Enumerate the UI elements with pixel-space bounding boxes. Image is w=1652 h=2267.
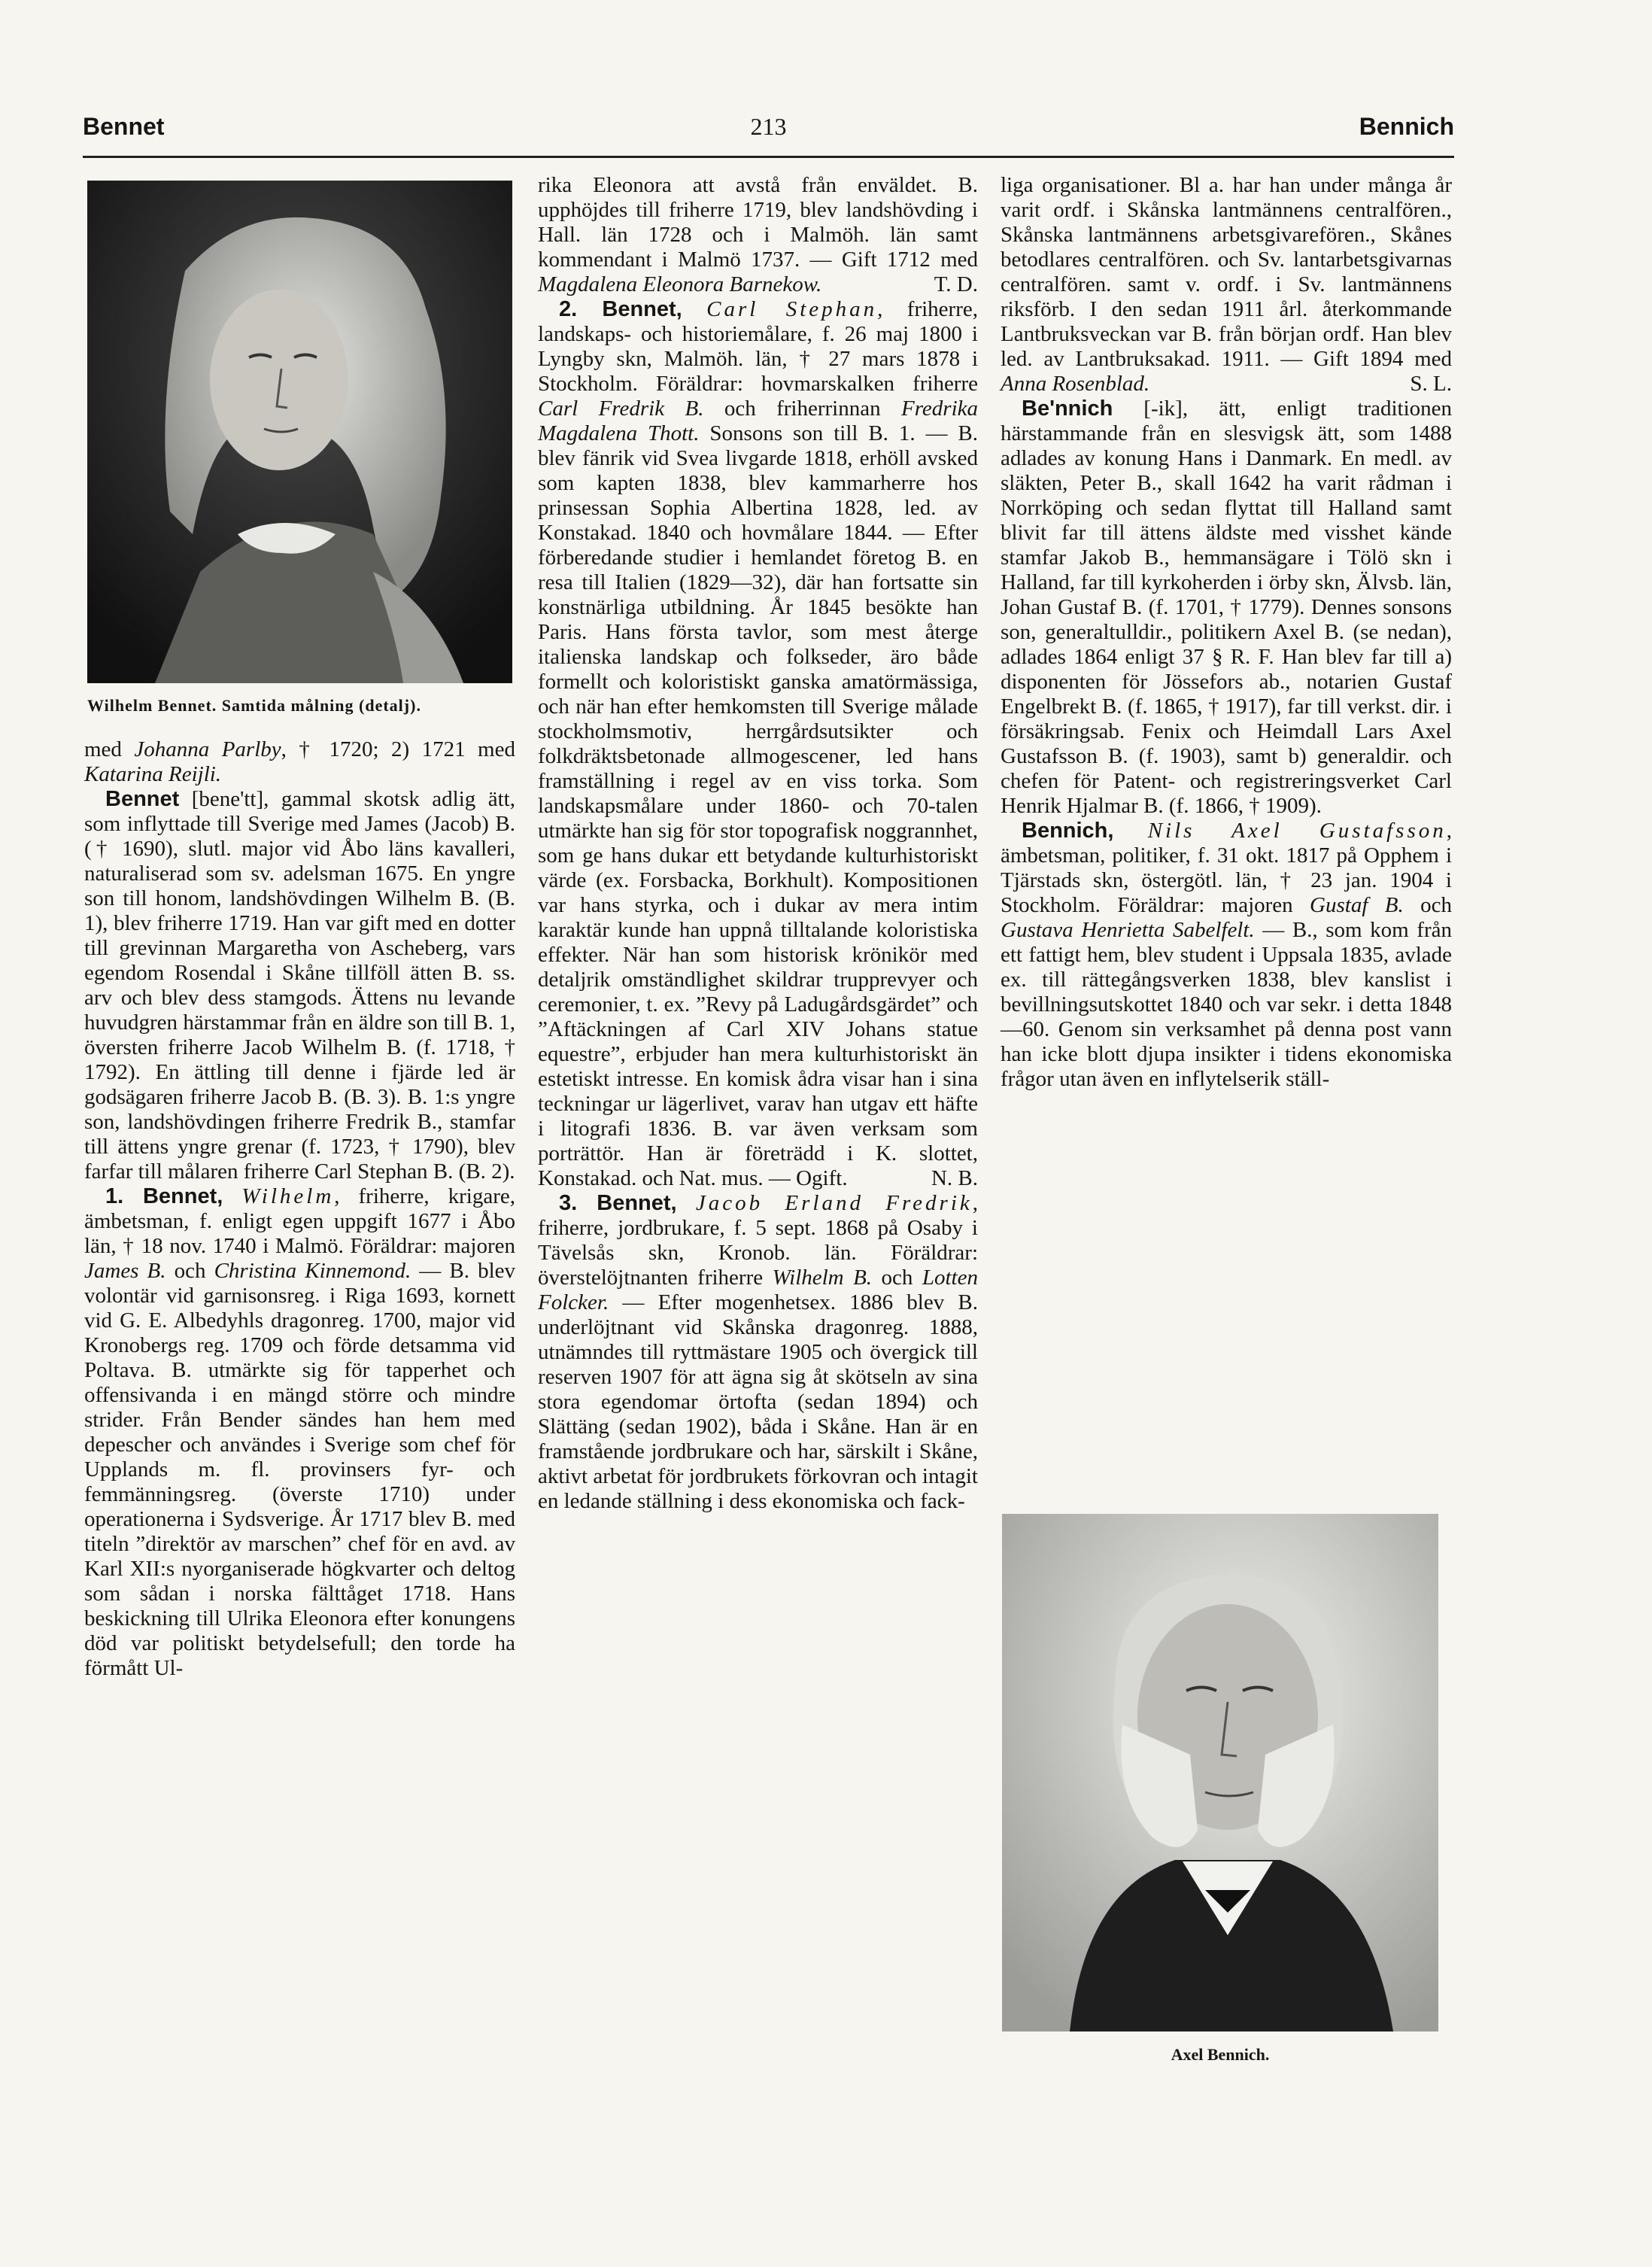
portrait-wilhelm-bennet <box>87 181 512 683</box>
author-initials: T. D. <box>934 272 978 296</box>
portrait1-caption: Wilhelm Bennet. Samtida målning (detalj). <box>87 696 421 715</box>
entry-jacob-bennet: 3. Bennet, Jacob Erland Fredrik, friherre, jordbrukare, f. 5 sept. 1868 på Osaby i Tävelsås skn, Kronob. län. Föräldrar: överstelöjtnanten friherre Wilhelm B. och Lotten Folcker. — Efter mogenhetsex. 1886 blev B. underlöjtnant vid Skånska dragonreg. 1888, utnämndes till ryttmästare 1905 och övergick till reserven 1907 för att ägna sig åt skötseln av sina stora egendomar örtofta (sedan 1894) och Slättäng (sedan 1902), båda i Skåne. Han är en framstående jordbrukare och har, särskilt i Skåne, aktivt arbetat för jordbrukets förkovran och intagit en ledande ställning i dess ekonomiska och fack- <box>538 1191 978 1513</box>
entry-wilhelm-bennet: 1. Bennet, Wilhelm, friherre, krigare, ämbetsman, f. enligt egen uppgift 1677 i Åbo län, † 18 nov. 1740 i Malmö. Föräldrar: majoren James B. och Christina Kinnemond. — B. blev volontär vid garnisonsreg. i Riga 1693, kornett vid G. E. Albedyhls dragonreg. 1700, major vid Kronobergs reg. 1709 och förde detsamma vid Poltava. B. utmärkte sig för tapperhet och offensivanda i en mängd större och mindre strider. Från Bender sändes han hem med depescher och användes i Sverige som chef för Upplands m. fl. provinsers fyr- och femmänningsreg. (överste 1710) under operationerna i Sydsverige. År 1717 blev B. med titeln ”direktör av marschen” chef för en avd. av Karl XII:s nyorganiserade högkvarter och deltog som sådan i norska fälttåget 1718. Hans beskickning till Ulrika Eleonora efter konungens död var politiskt betydelsefull; den torde ha förmått Ul- <box>84 1184 515 1680</box>
paragraph-marriage: med Johanna Parlby, † 1720; 2) 1721 med Katarina Reijli. <box>84 737 515 786</box>
page-number: 213 <box>750 113 787 140</box>
column-3 <box>1001 173 1452 1092</box>
entry-bennich-family: Be'nnich [-ik], ätt, enligt traditionen härstammande från en slesvigsk ätt, som 1488 adlades av konung Hans i Danmark. En medl. av släkten, Peter B., skall 1642 ha varit rådman i Norrköping och sedan flyttat till Halland samt blivit far till ättens äldste med visshet kände stamfar Jakob B., hemmansägare i Tölö skn i Halland, far till kyrkoherden i örby skn, Älvsb. län, Johan Gustaf B. (f. 1701, † 1779). Dennes sonsons son, generaltulldir., politikern Axel B. (se nedan), adlades 1864 enligt 37 § R. F. Han blev far till a) disponenten för Jössefors ab., notarien Gustaf Engelbrekt B. (f. 1865, † 1917), far till verkst. dir. i försäkringsab. Fenix och Heimdall Lars Axel Gustafsson B. (f. 1903), samt b) generaldir. och chefen för Patent- och registreringsverket Carl Henrik Hjalmar B. (f. 1866, † 1909). <box>1001 397 1452 818</box>
header-left: Bennet <box>83 113 165 140</box>
column-2 <box>538 173 978 1514</box>
portrait2-caption: Axel Bennich. <box>1171 2045 1270 2064</box>
entry-axel-bennich: Bennich, Nils Axel Gustafsson, ämbetsman, politiker, f. 31 okt. 1817 på Opphem i Tjärstads skn, östergötl. län, † 23 jan. 1904 i Stockholm. Föräldrar: majoren Gustaf B. och Gustava Henrietta Sabelfelt. — B., som kom från ett fattigt hem, blev student i Uppsala 1835, avlade ex. till rättegångsverken 1838, blev kanslist i bevillningsutskottet 1840 och var sekr. i detta 1848—60. Genom sin verksamhet på denna post vann han icke blott djupa insikter i tidens ekonomiska frågor utan även en inflytelserik ställ- <box>1001 819 1453 1091</box>
column-1 <box>84 737 515 1681</box>
paragraph-jacob-cont: liga organisationer. Bl a. har han under många år varit ordf. i Skånska lantmännens centralfören., Skånska lantmännens arbetsgivarefören., Skånes betodlares centralfören. och Sv. lantarbetsgivarnas centralfören. samt v. ordf. i Sv. lantmännens riksförb. I den sedan 1911 årl. återkommande Lantbruksveckan var B. från början ordf. Han blev led. av Lantbruksakad. 1911. — Gift 1894 med Anna Rosenblad. S. L. <box>1001 173 1452 396</box>
author-initials: N. B. <box>931 1166 978 1190</box>
entry-carl-stephan-bennet: 2. Bennet, Carl Stephan, friherre, landskaps- och historiemålare, f. 26 maj 1800 i Lyngby skn, Malmöh. län, † 27 mars 1878 i Stockholm. Föräldrar: hovmarskalken friherre Carl Fredrik B. och friherrinnan Fredrika Magdalena Thott. Sonsons son till B. 1. — B. blev fänrik vid Svea livgarde 1818, erhöll avsked som kapten 1838, blev kammarherre hos prinsessan Sophia Albertina 1828, led. av Konstakad. 1840 och hovmålare 1844. — Efter förberedande studier i hemlandet företog B. en resa till Italien (1829—32), där han fortsatte sin konstnärliga utbildning. År 1845 besökte han Paris. Hans första tavlor, som mest återge italienska landskap och folkseder, äro både formellt och koloristiskt ganska amatörmässiga, och när han efter hemkomsten till Sverige målade stockholmsmotiv, herrgårdsutsikter och folkdräktsbetonade allmogescener, led hans framställning i regel av en viss torka. Som landskapsmålare under 1860- och 70-talen utmärkte han sig för stor topografisk noggrannhet, som ge hans dukar ett betydande kulturhistoriskt värde (ex. Forsbacka, Borkhult). Kompositionen var hans styrka, och i dukar av mera intim karaktär kunde han uppnå tilltalande koloristiska effekter. När han som historisk krönikör med detaljrik omständlighet skildrar trupprevyer och ceremonier, t. ex. ”Revy på Ladugårdsgärdet” och ”Aftäckningen af Carl XIV Johans statue equestre”, erbjuder han mera kulturhistoriskt än estetiskt intresse. En komisk ådra visar han i sina teckningar ur lägerlivet, varav han utgav ett häfte i litografi 1836. B. var även verksam som porträttör. Han är företrädd i K. slottet, Konstakad. och Nat. mus. — Ogift. N. B. <box>538 297 978 1190</box>
header-right: Bennich <box>1359 113 1454 140</box>
entry-bennet-family: Bennet [bene'tt], gammal skotsk adlig ätt, som inflyttade till Sverige med James (Jacob) B. († 1690), slutl. major vid Åbo läns kavalleri, naturaliserad som sv. adelsman 1675. En yngre son till honom, landshövdingen Wilhelm B. (B. 1), blev friherre 1719. Han var gift med en dotter till grevinnan Margaretha von Ascheberg, vars egendom Rosendal i Skåne tillföll ätten B. ss. arv och blev dess stamgods. Ättens nu levande huvudgren härstammar från en äldre son till B. 1, översten friherre Jacob Wilhelm B. (f. 1718, † 1792). En ättling till denne i fjärde led är godsägaren friherre Jacob B. (B. 3). B. 1:s yngre son, landshövdingen friherre Fredrik B., stamfar till ättens yngre grenar (f. 1723, † 1790), blev farfar till målaren friherre Carl Stephan B. (B. 2). <box>84 787 515 1184</box>
portrait-axel-bennich <box>1002 1514 1438 2031</box>
running-header <box>83 113 1454 150</box>
header-rule <box>83 156 1454 158</box>
author-initials: S. L. <box>1410 372 1452 396</box>
paragraph-wilhelm-cont: rika Eleonora att avstå från enväldet. B. upphöjdes till friherre 1719, blev landshövding i Hall. län 1728 och i Malmöh. län samt kommendant i Malmö 1737. — Gift 1712 med Magdalena Eleonora Barnekow. T. D. <box>538 173 978 296</box>
